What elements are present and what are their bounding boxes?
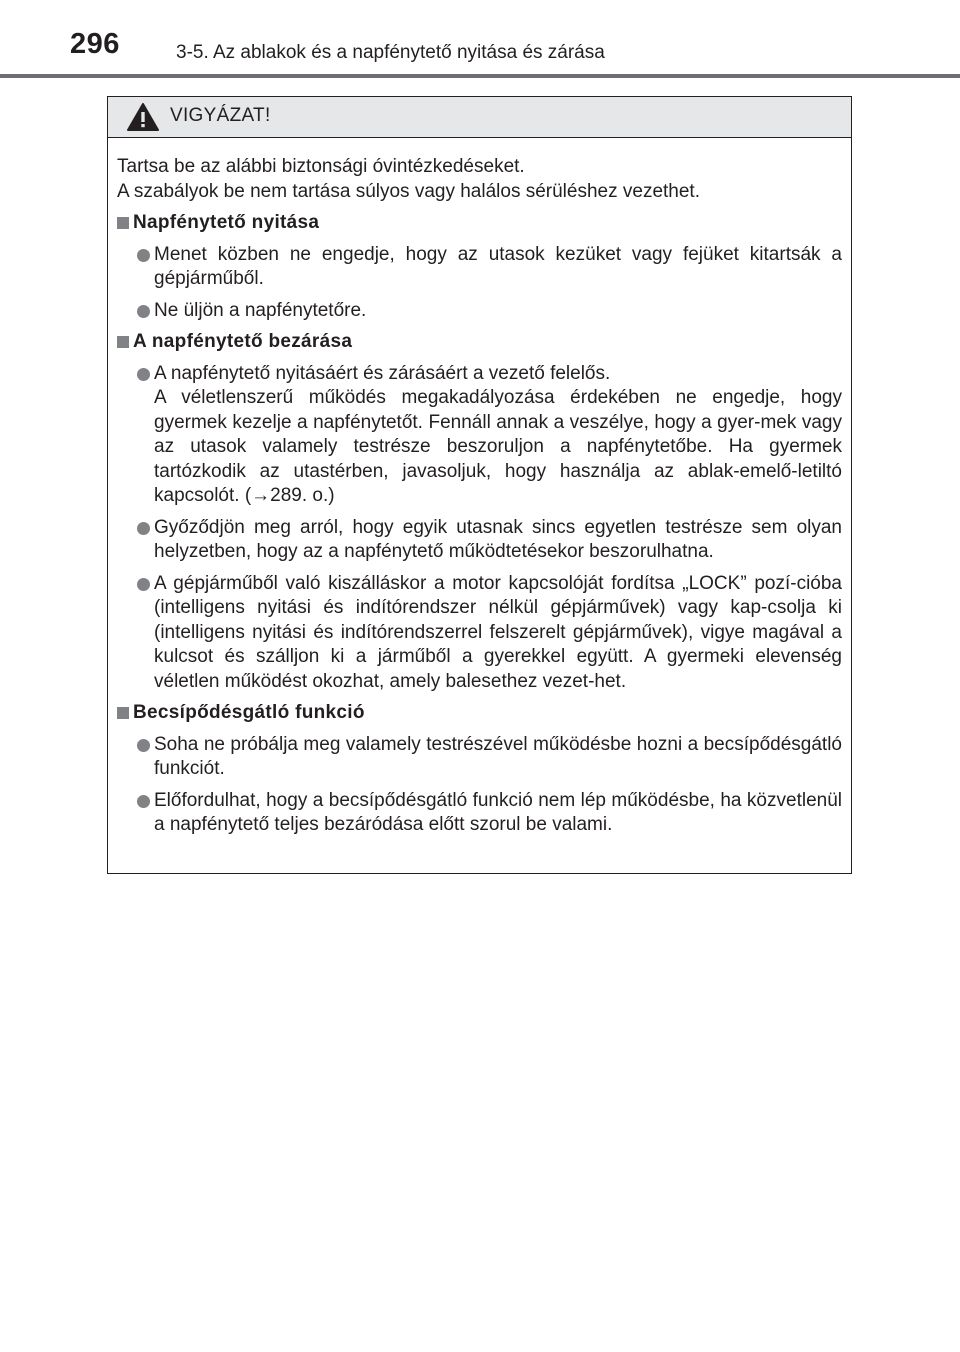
round-bullet-icon: [137, 249, 150, 262]
bullet-item: [117, 299, 842, 324]
bullet-text: Soha ne próbálja meg valamely testrészével működésbe hozni a becsípődésgátló funkciót.: [154, 733, 842, 779]
bullet-item: [117, 243, 842, 292]
section-title: 3-5. Az ablakok és a napfénytető nyitása és zárása: [176, 42, 605, 63]
bullet-item: [117, 516, 842, 565]
bullet-item: [117, 572, 842, 695]
intro-line: A szabályok be nem tartása súlyos vagy halálos sérüléshez vezethet.: [117, 180, 700, 202]
square-bullet-icon: [117, 336, 129, 348]
page-header: [0, 0, 960, 80]
square-bullet-icon: [117, 707, 129, 719]
round-bullet-icon: [137, 739, 150, 752]
header-rule: [0, 74, 960, 78]
square-bullet-icon: [117, 217, 129, 229]
intro-line: Tartsa be az alábbi biztonsági óvintézkedéseket.: [117, 156, 525, 177]
bullet-text: Ne üljön a napfénytetőre.: [154, 299, 367, 321]
bullet-text: A véletlenszerű működés megakadályozása érdekében ne engedje, hogy gyermek kezelje a napfénytetőt. Fennáll annak a veszélye, hogy a gyer-mek vagy az utasok valamely testrésze beszoruljon a napfénytetőbe. Ha gyermek tartózkodik az utastérben, javasoljuk, hogy használja az ablak-emelő-letiltó kapcsolót. (→289. o.): [154, 387, 842, 506]
page-number: 296: [70, 28, 120, 60]
round-bullet-icon: [137, 578, 150, 591]
caution-body: [108, 138, 851, 838]
round-bullet-icon: [137, 305, 150, 318]
section-heading-text: Becsípődésgátló funkció: [133, 702, 365, 723]
section-heading-text: Napfénytető nyitása: [133, 212, 320, 233]
bullet-item: [117, 789, 842, 838]
caution-title: VIGYÁZAT!: [170, 105, 271, 126]
section-heading: [117, 701, 842, 726]
bullet-text: Menet közben ne engedje, hogy az utasok kezüket vagy fejüket kitartsák a gépjárműből.: [154, 243, 842, 289]
caution-header: [108, 97, 851, 138]
round-bullet-icon: [137, 522, 150, 535]
bullet-item: [117, 733, 842, 782]
section-heading: [117, 211, 842, 236]
round-bullet-icon: [137, 368, 150, 381]
bullet-text: A gépjárműből való kiszálláskor a motor kapcsolóját fordítsa „LOCK” pozí-cióba (intelligens nyitási és indítórendszer nélkül gépjárművek) vagy kap-csolja ki (intelligens nyitási és indítórendszerrel felszerelt gépjárművek), vigye magával a kulcsot és szálljon ki a járműből a gyerekkel együtt. A gyermeki elevenség véletlen működést okozhat, amely balesethez vezet-het.: [154, 572, 842, 692]
section-heading: [117, 330, 842, 355]
round-bullet-icon: [137, 795, 150, 808]
bullet-text: Győződjön meg arról, hogy egyik utasnak sincs egyetlen testrésze sem olyan helyzetben, hogy az a napfénytető működtetésekor beszorulhatna.: [154, 516, 842, 562]
caution-box: [107, 96, 852, 874]
bullet-text: A napfénytető nyitásáért és zárásáért a vezető felelős.: [154, 362, 611, 384]
bullet-item: [117, 362, 842, 509]
bullet-text: Előfordulhat, hogy a becsípődésgátló funkció nem lép működésbe, ha közvetlenül a napfénytető teljes bezáródása előtt szorul be valami.: [154, 789, 842, 835]
section-heading-text: A napfénytető bezárása: [133, 331, 353, 352]
warning-triangle-icon: [126, 102, 160, 132]
